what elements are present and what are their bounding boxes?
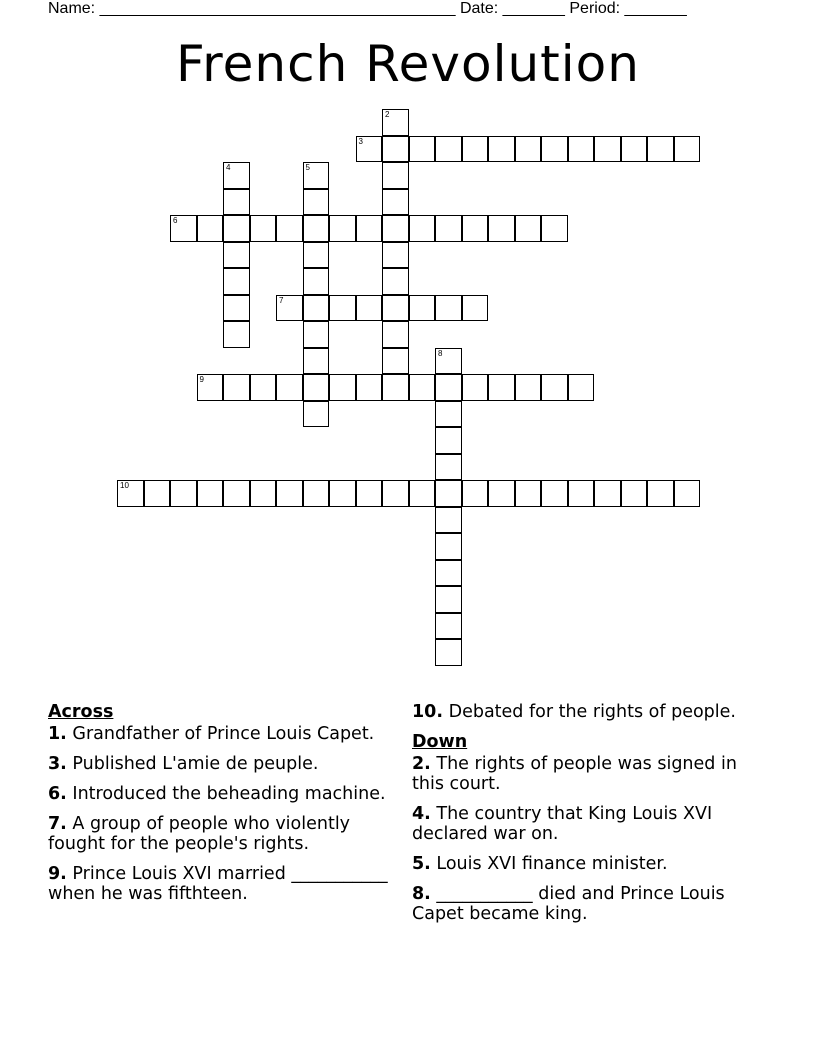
grid-cell[interactable] <box>356 295 383 322</box>
grid-cell[interactable] <box>356 136 383 163</box>
grid-cell[interactable] <box>435 613 462 640</box>
clues-right-column <box>412 702 767 934</box>
grid-cell[interactable] <box>435 348 462 375</box>
grid-cell[interactable] <box>462 374 489 401</box>
cell-number: 6 <box>173 216 178 225</box>
grid-cell[interactable] <box>170 480 197 507</box>
grid-cell[interactable] <box>435 639 462 666</box>
grid-cell[interactable] <box>515 215 542 242</box>
clue-number: 9. <box>48 864 67 884</box>
grid-cell[interactable] <box>409 374 436 401</box>
grid-cell[interactable] <box>276 480 303 507</box>
grid-cell[interactable] <box>303 374 330 401</box>
grid-cell[interactable] <box>409 215 436 242</box>
clue-text: The rights of people was signed in this court. <box>412 754 737 794</box>
grid-cell[interactable] <box>250 215 277 242</box>
cell-number: 10 <box>120 481 129 490</box>
grid-cell[interactable] <box>329 295 356 322</box>
grid-cell[interactable] <box>674 136 701 163</box>
grid-cell[interactable] <box>382 109 409 136</box>
grid-cell[interactable] <box>568 480 595 507</box>
clue-across-7 <box>48 814 403 854</box>
grid-cell[interactable] <box>435 215 462 242</box>
grid-cell[interactable] <box>382 215 409 242</box>
grid-cell[interactable] <box>223 189 250 216</box>
grid-cell[interactable] <box>223 215 250 242</box>
grid-cell[interactable] <box>462 295 489 322</box>
grid-cell[interactable] <box>674 480 701 507</box>
clue-text: Introduced the beheading machine. <box>72 784 386 804</box>
cell-number: 5 <box>305 163 310 172</box>
clue-number: 4. <box>412 804 431 824</box>
clue-number: 1. <box>48 724 67 744</box>
clues-left-column <box>48 702 403 914</box>
clue-text: ___________ died and Prince Louis Capet became king. <box>412 884 725 924</box>
clue-number: 6. <box>48 784 67 804</box>
grid-cell[interactable] <box>488 374 515 401</box>
grid-cell[interactable] <box>594 136 621 163</box>
grid-cell[interactable] <box>144 480 171 507</box>
grid-cell[interactable] <box>409 136 436 163</box>
grid-cell[interactable] <box>382 374 409 401</box>
cell-number: 7 <box>279 295 284 305</box>
grid-cell[interactable] <box>435 480 462 507</box>
grid-cell[interactable] <box>329 480 356 507</box>
grid-cell[interactable] <box>409 295 436 322</box>
grid-cell[interactable] <box>356 215 383 242</box>
grid-cell[interactable] <box>462 136 489 163</box>
grid-cell[interactable] <box>197 480 224 507</box>
grid-cell[interactable] <box>382 162 409 189</box>
grid-cell[interactable] <box>197 215 224 242</box>
grid-cell[interactable] <box>515 136 542 163</box>
grid-cell[interactable] <box>303 321 330 348</box>
clue-number: 5. <box>412 854 431 874</box>
grid-cell[interactable] <box>621 136 648 163</box>
clue-down-5 <box>412 854 767 874</box>
clue-down-2 <box>412 754 767 794</box>
grid-cell[interactable] <box>382 348 409 375</box>
grid-cell[interactable] <box>170 215 197 242</box>
clue-number: 10. <box>412 702 444 722</box>
clue-text: A group of people who violently fought for the people's rights. <box>48 814 351 854</box>
down-heading: Down <box>412 732 468 752</box>
clue-across-6 <box>48 784 403 804</box>
clue-text: Published L'amie de peuple. <box>72 754 319 774</box>
grid-cell[interactable] <box>303 242 330 269</box>
grid-cell[interactable] <box>117 480 144 507</box>
clue-number: 8. <box>412 884 431 904</box>
grid-cell[interactable] <box>621 480 648 507</box>
clue-across-9 <box>48 864 403 904</box>
grid-cell[interactable] <box>223 321 250 348</box>
cell-number: 3 <box>358 136 363 146</box>
grid-cell[interactable] <box>356 480 383 507</box>
grid-cell[interactable] <box>382 242 409 269</box>
grid-cell[interactable] <box>223 480 250 507</box>
grid-cell[interactable] <box>303 268 330 295</box>
across-heading: Across <box>48 702 114 722</box>
grid-cell[interactable] <box>488 136 515 163</box>
grid-cell[interactable] <box>382 136 409 163</box>
grid-cell[interactable] <box>329 374 356 401</box>
grid-cell[interactable] <box>303 348 330 375</box>
grid-cell[interactable] <box>515 480 542 507</box>
cell-number: 4 <box>226 163 231 172</box>
grid-cell[interactable] <box>382 295 409 322</box>
grid-cell[interactable] <box>250 374 277 401</box>
grid-cell[interactable] <box>303 215 330 242</box>
grid-cell[interactable] <box>329 215 356 242</box>
clue-text: Debated for the rights of people. <box>448 702 736 722</box>
grid-cell[interactable] <box>435 136 462 163</box>
clue-text: Prince Louis XVI married ___________ when he was fifthteen. <box>48 864 388 904</box>
grid-cell[interactable] <box>435 427 462 454</box>
grid-cell[interactable] <box>197 374 224 401</box>
grid-cell[interactable] <box>303 189 330 216</box>
cell-number: 8 <box>438 348 443 358</box>
clue-number: 3. <box>48 754 67 774</box>
grid-cell[interactable] <box>541 136 568 163</box>
grid-cell[interactable] <box>223 374 250 401</box>
grid-cell[interactable] <box>435 560 462 587</box>
grid-cell[interactable] <box>435 401 462 428</box>
grid-cell[interactable] <box>488 215 515 242</box>
grid-cell[interactable] <box>435 374 462 401</box>
grid-cell[interactable] <box>382 321 409 348</box>
clue-down-8 <box>412 884 767 924</box>
grid-cell[interactable] <box>303 401 330 428</box>
grid-cell[interactable] <box>435 586 462 613</box>
grid-cell[interactable] <box>303 295 330 322</box>
grid-cell[interactable] <box>223 162 250 189</box>
clue-down-4 <box>412 804 767 844</box>
grid-cell[interactable] <box>541 480 568 507</box>
clue-text: Louis XVI finance minister. <box>436 854 668 874</box>
grid-cell[interactable] <box>382 268 409 295</box>
grid-cell[interactable] <box>223 268 250 295</box>
clue-number: 7. <box>48 814 67 834</box>
grid-cell[interactable] <box>541 215 568 242</box>
grid-cell[interactable] <box>462 215 489 242</box>
grid-cell[interactable] <box>382 480 409 507</box>
clue-across-3 <box>48 754 403 774</box>
grid-cell[interactable] <box>568 136 595 163</box>
grid-cell[interactable] <box>541 374 568 401</box>
clue-across-10 <box>412 702 767 722</box>
page-title: French Revolution <box>176 35 640 93</box>
grid-cell[interactable] <box>356 374 383 401</box>
grid-cell[interactable] <box>594 480 621 507</box>
grid-cell[interactable] <box>488 480 515 507</box>
cell-number: 9 <box>199 375 204 384</box>
name-date-period-line[interactable]: Name: ________________________________________ Date: _______ Period: _______ <box>48 0 687 17</box>
grid-cell[interactable] <box>568 374 595 401</box>
clue-text: The country that King Louis XVI declared war on. <box>412 804 713 844</box>
clue-number: 2. <box>412 754 431 774</box>
grid-cell[interactable] <box>435 454 462 481</box>
grid-cell[interactable] <box>435 507 462 534</box>
grid-cell[interactable] <box>303 162 330 189</box>
clue-across-1 <box>48 724 403 744</box>
grid-cell[interactable] <box>276 295 303 322</box>
grid-cell[interactable] <box>223 295 250 322</box>
grid-cell[interactable] <box>435 295 462 322</box>
clue-text: Grandfather of Prince Louis Capet. <box>72 724 375 744</box>
grid-cell[interactable] <box>409 480 436 507</box>
grid-cell[interactable] <box>382 189 409 216</box>
grid-cell[interactable] <box>462 480 489 507</box>
grid-cell[interactable] <box>276 215 303 242</box>
cell-number: 2 <box>385 110 390 119</box>
grid-cell[interactable] <box>276 374 303 401</box>
grid-cell[interactable] <box>515 374 542 401</box>
grid-cell[interactable] <box>435 533 462 560</box>
grid-cell[interactable] <box>647 480 674 507</box>
grid-cell[interactable] <box>250 480 277 507</box>
grid-cell[interactable] <box>647 136 674 163</box>
grid-cell[interactable] <box>223 242 250 269</box>
grid-cell[interactable] <box>303 480 330 507</box>
